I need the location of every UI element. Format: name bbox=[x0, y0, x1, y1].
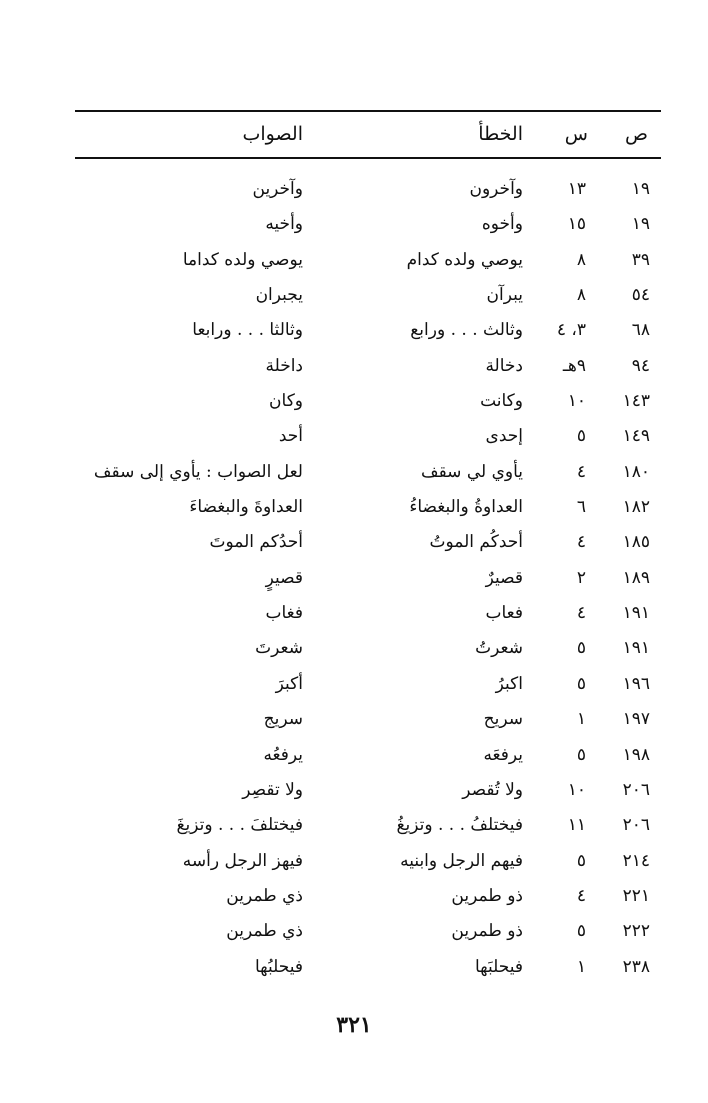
table-row bbox=[0, 525, 708, 560]
table-row bbox=[0, 914, 708, 949]
page-cell: ١٩١ bbox=[622, 638, 650, 659]
wrong-cell: إحدى bbox=[485, 426, 523, 447]
table-row bbox=[0, 773, 708, 808]
table-row bbox=[0, 490, 708, 525]
line-cell: ٣، ٤ bbox=[556, 320, 586, 341]
right-cell: فيهز الرجل رأسه bbox=[182, 850, 303, 871]
wrong-cell: أحدكُم الموتُ bbox=[429, 532, 523, 553]
wrong-cell: فيختلفُ . . . وتزيغُ bbox=[396, 815, 523, 836]
wrong-cell: العداوةُ والبغضاءُ bbox=[409, 497, 523, 518]
table-row bbox=[0, 349, 708, 384]
right-cell: ذي طمرين bbox=[226, 921, 303, 942]
header-bottom-rule bbox=[75, 157, 661, 159]
right-cell: وآخرين bbox=[252, 179, 303, 199]
line-cell: ١٥ bbox=[567, 214, 586, 235]
page-cell: ١٩ bbox=[631, 179, 650, 199]
wrong-cell: شعرتُ bbox=[475, 638, 523, 659]
line-cell: ٥ bbox=[576, 638, 586, 659]
line-cell: ٨ bbox=[576, 285, 586, 306]
right-cell: العداوةَ والبغضاءَ bbox=[189, 497, 303, 518]
table-row bbox=[0, 384, 708, 419]
line-cell: ٥ bbox=[576, 744, 586, 765]
line-cell: ١ bbox=[576, 709, 586, 730]
line-cell: ٩هـ bbox=[562, 355, 586, 376]
wrong-cell: يأوي لي سقف bbox=[420, 461, 523, 482]
wrong-cell: فعاب bbox=[485, 603, 523, 624]
table-row bbox=[0, 738, 708, 773]
page-cell: ١٩٧ bbox=[622, 709, 650, 730]
table-row bbox=[0, 419, 708, 454]
line-cell: ١٠ bbox=[567, 779, 586, 800]
header-page: ص bbox=[625, 123, 648, 145]
page-cell: ١٨٥ bbox=[622, 532, 650, 553]
page-cell: ٣٩ bbox=[631, 249, 650, 270]
header-line: س bbox=[564, 123, 588, 145]
page-cell: ٢١٤ bbox=[622, 850, 650, 871]
right-cell: فيحلبُها bbox=[254, 956, 303, 977]
header-wrong: الخطأ bbox=[478, 123, 523, 145]
page-cell: ١٩١ bbox=[622, 603, 650, 624]
wrong-cell: وآخرون bbox=[469, 179, 523, 199]
right-cell: أكبرَ bbox=[275, 673, 303, 694]
right-cell: وثالثا . . . ورابعا bbox=[192, 320, 303, 341]
line-cell: ١١ bbox=[567, 815, 586, 836]
wrong-cell: فيهم الرجل وابنيه bbox=[400, 850, 523, 871]
page-cell: ١٨٠ bbox=[622, 461, 650, 482]
wrong-cell: قصيرٌ bbox=[485, 567, 523, 588]
page-cell: ١٤٣ bbox=[622, 391, 650, 412]
right-cell: فغاب bbox=[265, 603, 303, 624]
table-row bbox=[0, 667, 708, 702]
wrong-cell: يرفعَه bbox=[483, 744, 523, 765]
page-cell: ١٩ bbox=[631, 214, 650, 235]
right-cell: يجبران bbox=[255, 285, 303, 306]
table-row bbox=[0, 207, 708, 242]
errata-table bbox=[0, 172, 708, 985]
page-cell: ٢٠٦ bbox=[622, 815, 650, 836]
line-cell: ٤ bbox=[576, 532, 586, 553]
line-cell: ٢ bbox=[576, 567, 586, 588]
right-cell: أحدُكم الموتَ bbox=[209, 532, 303, 553]
right-cell: شعرتَ bbox=[255, 638, 303, 659]
page-cell: ٢٠٦ bbox=[622, 779, 650, 800]
page-cell: ٥٤ bbox=[631, 285, 650, 306]
right-cell: فيختلفَ . . . وتزيغَ bbox=[176, 815, 303, 836]
page-cell: ٩٤ bbox=[631, 355, 650, 376]
line-cell: ٤ bbox=[576, 603, 586, 624]
page-cell: ١٩٨ bbox=[622, 744, 650, 765]
line-cell: ١٠ bbox=[567, 391, 586, 412]
line-cell: ٤ bbox=[576, 461, 586, 482]
right-cell: أحد bbox=[278, 426, 303, 447]
page-cell: ١٨٢ bbox=[622, 497, 650, 518]
page-cell: ١٤٩ bbox=[622, 426, 650, 447]
line-cell: ٥ bbox=[576, 921, 586, 942]
right-cell: ذي طمرين bbox=[226, 885, 303, 906]
page-cell: ٢٣٨ bbox=[622, 956, 650, 977]
page-cell: ٢٢٢ bbox=[622, 921, 650, 942]
right-cell: وأخيه bbox=[265, 214, 303, 235]
table-row bbox=[0, 313, 708, 348]
table-row bbox=[0, 879, 708, 914]
page-number: ٣٢١ bbox=[336, 1012, 372, 1038]
wrong-cell: اكبرُ bbox=[495, 673, 523, 694]
right-cell: داخلة bbox=[265, 355, 303, 376]
line-cell: ٥ bbox=[576, 673, 586, 694]
page-cell: ١٨٩ bbox=[622, 567, 650, 588]
page-cell: ٦٨ bbox=[631, 320, 650, 341]
wrong-cell: فيحلبَها bbox=[474, 956, 523, 977]
page-cell: ١٩٦ bbox=[622, 673, 650, 694]
wrong-cell: ذو طمرين bbox=[451, 885, 523, 906]
wrong-cell: يبرآن bbox=[486, 285, 523, 306]
wrong-cell: يوصي ولده كدام bbox=[406, 249, 523, 270]
line-cell: ٥ bbox=[576, 426, 586, 447]
wrong-cell: دخالة bbox=[485, 355, 523, 376]
line-cell: ١٣ bbox=[567, 179, 586, 199]
header-right: الصواب bbox=[242, 123, 303, 145]
line-cell: ١ bbox=[576, 956, 586, 977]
line-cell: ٨ bbox=[576, 249, 586, 270]
top-rule bbox=[75, 110, 661, 112]
wrong-cell: وأخوه bbox=[481, 214, 523, 235]
table-row bbox=[0, 172, 708, 207]
right-cell: يوصي ولده كداما bbox=[182, 249, 303, 270]
right-cell: لعل الصواب : يأوي إلى سقف bbox=[93, 461, 303, 482]
line-cell: ٤ bbox=[576, 885, 586, 906]
wrong-cell: ولا تُقصر bbox=[462, 779, 523, 800]
right-cell: يرفعُه bbox=[263, 744, 303, 765]
wrong-cell: وكانت bbox=[480, 391, 523, 412]
table-row bbox=[0, 243, 708, 278]
table-row bbox=[0, 702, 708, 737]
right-cell: قصيرٍ bbox=[265, 567, 303, 588]
page-cell: ٢٢١ bbox=[622, 885, 650, 906]
right-cell: سريج bbox=[263, 709, 303, 730]
table-row bbox=[0, 561, 708, 596]
table-row bbox=[0, 808, 708, 843]
table-row bbox=[0, 596, 708, 631]
line-cell: ٦ bbox=[576, 497, 586, 518]
wrong-cell: وثالث . . . ورابع bbox=[410, 320, 523, 341]
wrong-cell: سريح bbox=[483, 709, 523, 730]
line-cell: ٥ bbox=[576, 850, 586, 871]
table-row bbox=[0, 455, 708, 490]
right-cell: وكان bbox=[269, 391, 303, 412]
table-row bbox=[0, 631, 708, 666]
table-row bbox=[0, 844, 708, 879]
table-row bbox=[0, 278, 708, 313]
table-row bbox=[0, 950, 708, 985]
right-cell: ولا تقصِر bbox=[242, 779, 303, 800]
wrong-cell: ذو طمرين bbox=[451, 921, 523, 942]
